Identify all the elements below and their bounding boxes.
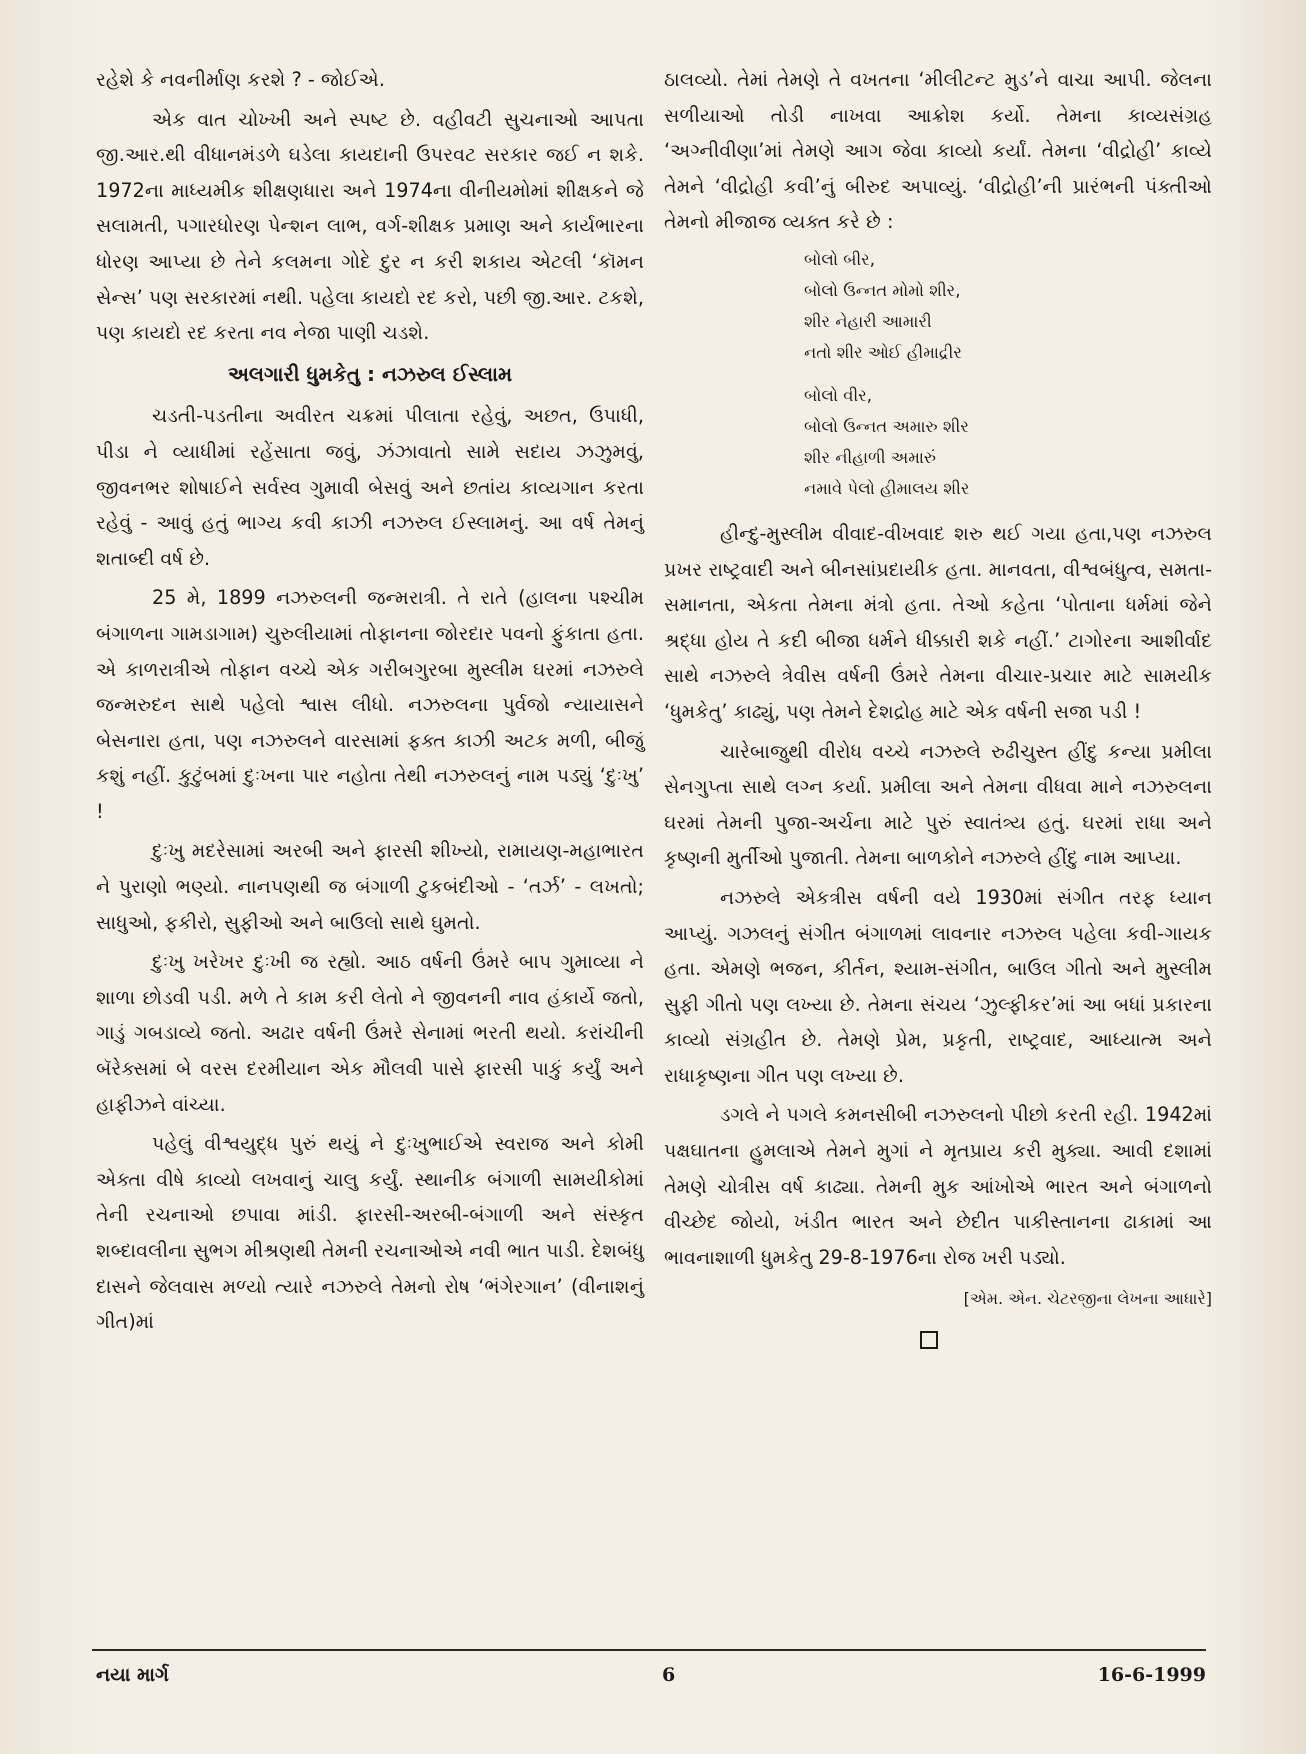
poem-line: બોલો વીર, [804, 385, 872, 405]
source-credit: [એમ. એન. ચેટરજીના લેખના આધારે] [963, 1289, 1212, 1309]
poem-line: શીર નીહાળી અમારું [804, 447, 937, 467]
left-column [96, 62, 644, 1344]
paragraph: નઝરુલે એકત્રીસ વર્ષની વયે 1930માં સંગીત તરફ ધ્યાન આપ્યું. ગઝલનું સંગીત બંગાળમાં લાવનાર નઝરુલ પહેલા કવી-ગાયક હતા. એમણે ભજન, કીર્તન, શ્યામ-સંગીત, બાઉલ ગીતો અને મુસ્લીમ સુફી ગીતો પણ લખ્યા છે. તેમના સંચય ‘ઝુલ્ફીકર’માં આ બધાં પ્રકારના કાવ્યો સંગ્રહીત છે. તેમણે પ્રેમ, પ્રકૃતી, રાષ્ટ્રવાદ, આધ્યાત્મ અને રાધાકૃષ્ણના ગીત પણ લખ્યા છે. [664, 885, 1212, 1087]
continued-text: રહેશે કે નવનીર્માણ કરશે ? - જોઈએ. [96, 68, 385, 91]
paragraph: 25 મે, 1899 નઝરુલની જન્મરાત્રી. તે રાતે (હાલના પશ્ચીમ બંગાળના ગામડાગામ) ચુરુલીયામાં તોફાનના જોરદાર પવનો ફુંકાતા હતા. એ કાળરાત્રીએ તોફાન વચ્ચે એક ગરીબગુરબા મુસ્લીમ ઘરમાં નઝરુલે જન્મરુદન સાથે પહેલો શ્વાસ લીધો. નઝરુલના પુર્વજો ન્યાયાસને બેસનારા હતા, પણ નઝરુલને વારસામાં ફક્ત કાઝી અટક મળી, બીજું કશું નહીં. કુટુંબમાં દુઃખના પાર નહોતા તેથી નઝરુલનું નામ પડ્યું ‘દુઃખુ’ ! [96, 586, 644, 823]
footer-divider [92, 1649, 1206, 1651]
paragraph: એક વાત ચોખ્ખી અને સ્પષ્ટ છે. વહીવટી સુચનાઓ આપતા જી.આર.થી વીધાનમંડળે ઘડેલા કાયદાની ઉપરવટ સરકાર જઈ ન શકે. 1972ના માધ્યમીક શીક્ષણધારા અને 1974ના વીનીયમોમાં શીક્ષકને જે સલામતી, પગારધોરણ પેન્શન લાભ, વર્ગ-શીક્ષક પ્રમાણ અને કાર્યભારના ધોરણ આપ્યા છે તેને કલમના ગોદે દુર ન કરી શકાય એટલી ‘કૉમન સેન્સ’ પણ સરકારમાં નથી. પહેલા કાયદો રદ કરો, પછી જી.આર. ટકશે, પણ કાયદો રદ કરતા નવ નેજા પાણી ચડશે. [96, 107, 644, 345]
poem-line: બોલો ઉન્નત અમારુ શીર [804, 416, 969, 436]
poem-stanza [804, 380, 1212, 504]
poem-line: બોલો ઉન્નત મોમો શીર, [804, 280, 961, 300]
poem-line: શીર નેહારી આમારી [804, 311, 932, 331]
paragraph: હીન્દુ-મુસ્લીમ વીવાદ-વીખવાદ શરુ થઈ ગયા હતા,પણ નઝરુલ પ્રખર રાષ્ટ્રવાદી અને બીનસાંપ્રદાયીક હતા. માનવતા, વીશ્વબંધુત્વ, સમતા-સમાનતા, એકતા તેમના મંત્રો હતા. તેઓ કહેતા ‘પોતાના ધર્મમાં જેને શ્રદ્ધા હોય તે કદી બીજા ધર્મને ધીક્કારી શકે નહીં.’ ટાગોરના આશીર્વાદ સાથે નઝરુલે ત્રેવીસ વર્ષની ઉંમરે તેમના વીચાર-પ્રચાર માટે સામયીક ‘ધુમકેતુ’ કાઢ્યું, પણ તેમને દેશદ્રોહ માટે એક વર્ષની સજા પડી ! [664, 521, 1212, 723]
paragraph: દુઃખુ મદરેસામાં અરબી અને ફારસી શીખ્યો, રામાયણ-મહાભારત ને પુરાણો ભણ્યો. નાનપણથી જ બંગાળી ટુકબંદીઓ - ‘તર્ઝ’ - લખતો; સાધુઓ, ફકીરો, સુફીઓ અને બાઉલો સાથે ઘુમતો. [96, 839, 644, 934]
end-of-article-box-icon [920, 1331, 938, 1349]
paragraph: દુઃખુ ખરેખર દુઃખી જ રહ્યો. આઠ વર્ષની ઉંમરે બાપ ગુમાવ્યા ને શાળા છોડવી પડી. મળે તે કામ કરી લેતો ને જીવનની નાવ હંકાર્યે જતો, ગાડું ગબડાવ્યે જતો. અઢાર વર્ષની ઉંમરે સેનામાં ભરતી થયો. કરાંચીની બૅરેક્સમાં બે વરસ દરમીયાન એક મૌલવી પાસે ફારસી પાકું કર્યું અને હાફીઝને વાંચ્યા. [96, 950, 644, 1116]
poem-line: નતો શીર ઓઈ હીમાદ્રીર [804, 342, 962, 362]
article-heading: અલગારી ધુમકેતુ : નઝરુલ ઈસ્લામ [227, 361, 513, 386]
poem-block [804, 244, 1212, 504]
paragraph: ચડતી-પડતીના અવીરત ચક્રમાં પીલાતા રહેવું, અછત, ઉપાધી, પીડા ને વ્યાધીમાં રહેંસાતા જવું, ઝંઝાવાતો સામે સદાય ઝઝુમવું, જીવનભર શોષાઈને સર્વસ્વ ગુમાવી બેસવું અને છતાંય કાવ્યગાન કરતા રહેવું - આવું હતું ભાગ્ય કવી કાઝી નઝરુલ ઈસ્લામનું. આ વર્ષ તેમનું શતાબ્દી વર્ષ છે. [96, 404, 644, 570]
issue-date: 16-6-1999 [1097, 1664, 1206, 1686]
poem-stanza [804, 244, 1212, 368]
paragraph: ચારેબાજુથી વીરોધ વચ્ચે નઝરુલે રુઢીચુસ્ત હીંદુ કન્યા પ્રમીલા સેનગુપ્તા સાથે લગ્ન કર્યા. પ્રમીલા અને તેમના વીધવા માને નઝરુલના ઘરમાં તેમની પુજા-અર્ચના માટે પુરું સ્વાતંત્ર્ય હતું. ઘરમાં રાધા અને કૃષ્ણની મુર્તીઓ પુજાતી. તેમના બાળકોને નઝરુલે હીંદુ નામ આપ્યા. [664, 739, 1212, 870]
paragraph: પહેલું વીશ્વયુદ્ધ પુરું થયું ને દુઃખુભાઈએ સ્વરાજ અને કોમી એક્તા વીષે કાવ્યો લખવાનું ચાલુ કર્યું. સ્થાનીક બંગાળી સામયીકોમાં તેની રચનાઓ છપાવા માંડી. ફારસી-અરબી-બંગાળી અને સંસ્કૃત શબ્દાવલીના સુભગ મીશ્રણથી તેમની રચનાઓએ નવી ભાત પાડી. દેશબંધુ દાસને જેલવાસ મળ્યો ત્યારે નઝરુલે તેમનો રોષ ‘ભંગેરગાન’ (વીનાશનું ગીત)માં [96, 1132, 644, 1334]
right-column [664, 62, 1212, 1349]
paragraph: ઠાલવ્યો. તેમાં તેમણે તે વખતના ‘મીલીટન્ટ મુડ’ને વાચા આપી. જેલના સળીયાઓ તોડી નાખવા આક્રોશ કર્યો. તેમના કાવ્યસંગ્રહ ‘અગ્નીવીણા’માં તેમણે આગ જેવા કાવ્યો કર્યાં. તેમના ‘વીદ્રોહી’ કાવ્યે તેમને ‘વીદ્રોહી કવી’નું બીરુદ અપાવ્યું. ‘વીદ્રોહી’ની પ્રારંભની પંક્તીઓ તેમનો મીજાજ વ્યક્ત કરે છે : [664, 68, 1212, 234]
paragraph: ડગલે ને પગલે કમનસીબી નઝરુલનો પીછો કરતી રહી. 1942માં પક્ષઘાતના હુમલાએ તેમને મુગાં ને મૃતપ્રાય કરી મુક્યા. આવી દશામાં તેમણે ચોત્રીસ વર્ષ કાઢ્યા. તેમની મુક આંખોએ ભારત અને બંગાળનો વીચ્છેદ જોયો, ખંડીત ભારત અને છેદીત પાકીસ્તાનના ઢાકામાં આ ભાવનાશાળી ધુમકેતુ 29-8-1976ના રોજ ખરી પડ્યો. [664, 1103, 1212, 1269]
poem-line: નમાવે પેલો હીમાલય શીર [804, 478, 970, 498]
poem-line: બોલો બીર, [804, 249, 875, 269]
page-number: 6 [662, 1664, 676, 1686]
publication-name: નયા માર્ગ [96, 1664, 169, 1686]
